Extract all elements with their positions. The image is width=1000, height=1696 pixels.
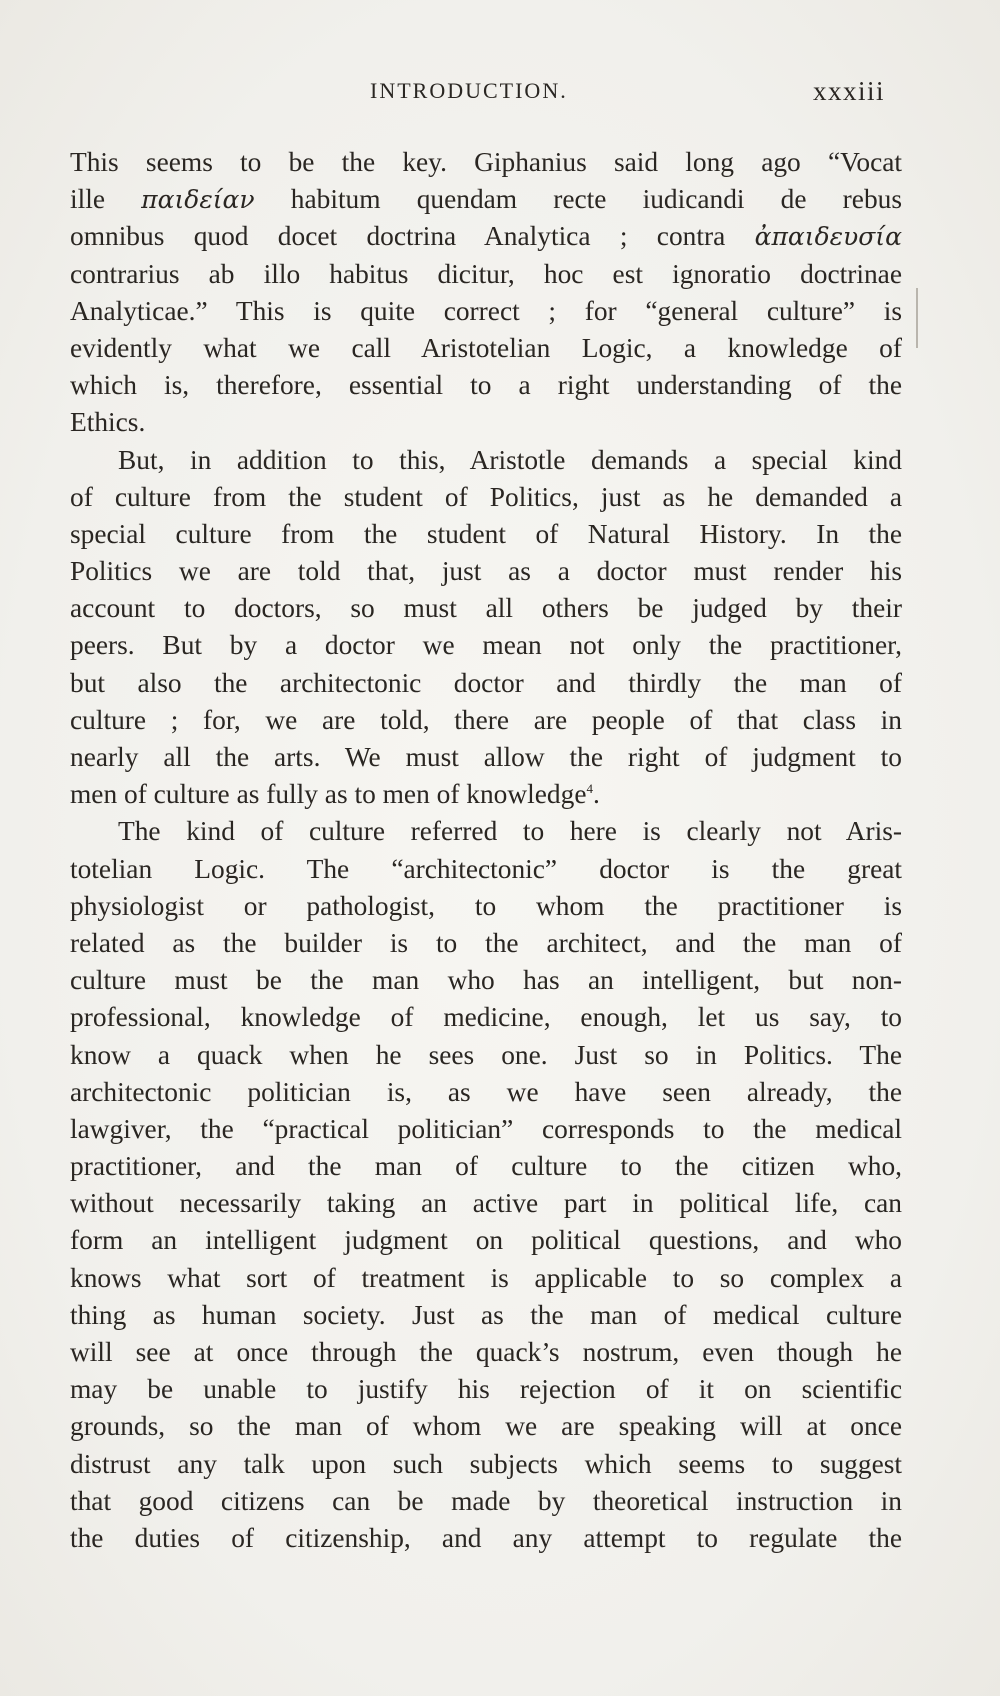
text-line: grounds, so the man of whom we are speaking will at once [70, 1411, 902, 1442]
text-line: account to doctors, so must all others be judged by their [70, 593, 902, 624]
text-line: physiologist or pathologist, to whom the practitioner is [70, 890, 902, 921]
text-line: form an intelligent judgment on political questions, and who [70, 1225, 902, 1256]
text-line: lawgiver, the “practical politician” corresponds to the medical [70, 1113, 902, 1144]
text-line: know a quack when he sees one. Just so in Politics. The [70, 1039, 902, 1070]
text-line: ille παιδείαν habitum quendam recte iudicandi de rebus [70, 184, 902, 215]
text-line: Politics we are told that, just as a doctor must render his [70, 556, 902, 587]
greek-word: ἀπαιδευσία [754, 222, 902, 252]
text-line: Analyticae.” This is quite correct ; for “general culture” is [70, 295, 902, 326]
greek-word: παιδείαν [141, 185, 255, 215]
text-line: related as the builder is to the architect, and the man of [70, 927, 902, 958]
text-line: The kind of culture referred to here is clearly not Aris- [118, 816, 902, 847]
text-line: may be unable to justify his rejection of it on scientific [70, 1374, 902, 1405]
text-line: evidently what we call Aristotelian Logic, a knowledge of [70, 332, 902, 363]
text-line: omnibus quod docet doctrina Analytica ; contra ἀπαιδευσία [70, 221, 902, 252]
text-line: which is, therefore, essential to a right understanding of the [70, 370, 902, 401]
text-line: This seems to be the key. Giphanius said long ago “Vocat [70, 147, 902, 177]
text-line: that good citizens can be made by theoretical instruction in [70, 1485, 902, 1516]
text-line: will see at once through the quack’s nostrum, even though he [70, 1337, 902, 1367]
text-line: of culture from the student of Politics, just as he demanded a [70, 481, 902, 512]
text-line: architectonic politician is, as we have seen already, the [70, 1076, 902, 1107]
text-line: the duties of citizenship, and any attempt to regulate the [70, 1522, 902, 1553]
text-line: culture must be the man who has an intelligent, but non- [70, 965, 902, 996]
running-title: INTRODUCTION. [370, 78, 568, 103]
page-number: xxxiii [812, 76, 885, 106]
text-line: peers. But by a doctor we mean not only the practitioner, [70, 630, 902, 661]
text-line: culture ; for, we are told, there are people of that class in [70, 704, 902, 735]
text-line: special culture from the student of Natural History. In the [70, 518, 902, 549]
text-line: knows what sort of treatment is applicable to so complex a [70, 1262, 902, 1293]
text-line: totelian Logic. The “architectonic” doctor is the great [70, 853, 902, 884]
text-line: But, in addition to this, Aristotle demands a special kind [118, 444, 902, 475]
text-line: but also the architectonic doctor and thirdly the man of [70, 667, 902, 698]
text-line: thing as human society. Just as the man of medical culture [70, 1299, 902, 1330]
text-line: nearly all the arts. We must allow the right of judgment to [70, 742, 902, 772]
margin-pencil-mark [916, 288, 918, 348]
text-line: without necessarily taking an active part in political life, can [70, 1188, 902, 1219]
text-line: Ethics. [70, 407, 146, 438]
text-line: contrarius ab illo habitus dicitur, hoc est ignoratio doctrinae [70, 258, 902, 289]
text-line: practitioner, and the man of culture to the citizen who, [70, 1151, 902, 1182]
text-line: distrust any talk upon such subjects which seems to suggest [70, 1448, 902, 1479]
text-line: professional, knowledge of medicine, enough, let us say, to [70, 1002, 902, 1033]
footnote-marker: 4 [586, 781, 593, 797]
running-head [0, 78, 1000, 118]
text-line: men of culture as fully as to men of knowledge$^4$. [70, 779, 600, 810]
body-text [70, 144, 902, 1557]
